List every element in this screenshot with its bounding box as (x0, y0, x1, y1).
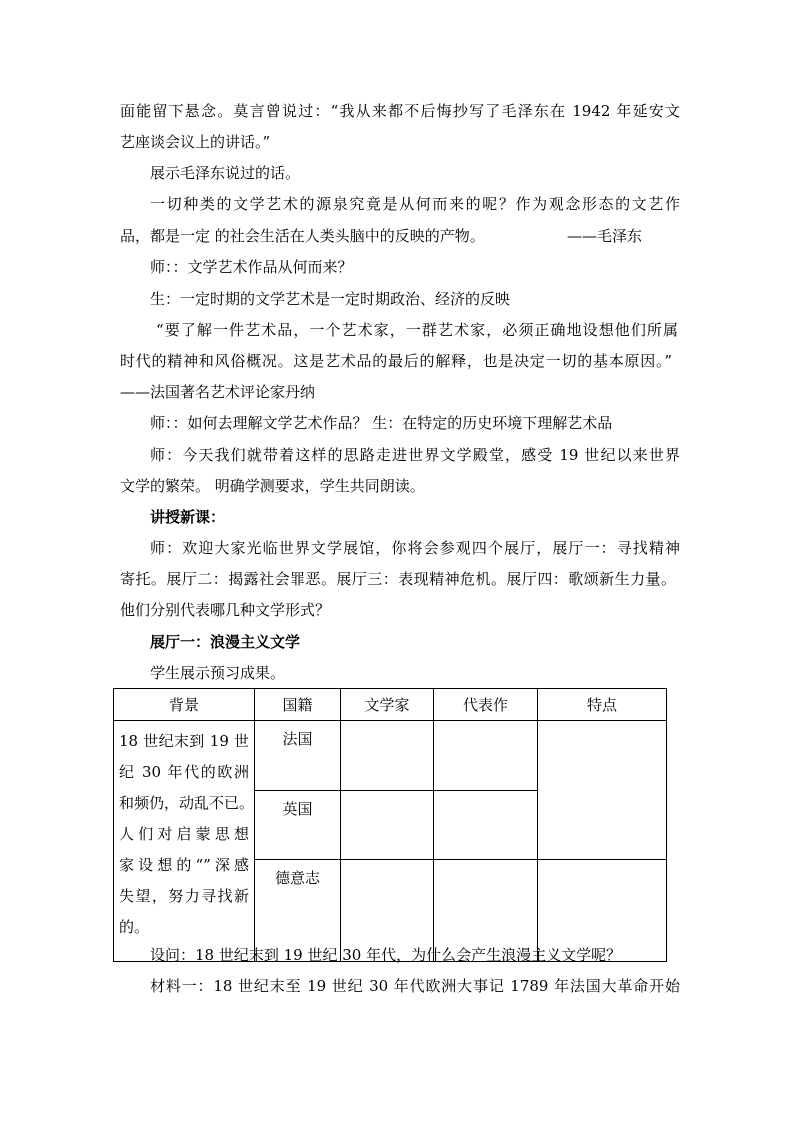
section-heading: 讲授新课： (150, 508, 226, 526)
paragraph-line: 一切种类的文学艺术的源泉究竟是从何而来的呢？作为观念形态的文艺作 (150, 195, 680, 213)
header-nationality: 国籍 (255, 689, 341, 721)
background-line: 18 世纪末到 19 世 (119, 732, 249, 750)
paragraph-line: 文学的繁荣。 明确学测要求，学生共同朗读。 (120, 477, 425, 495)
paragraph-line: 展示毛泽东说过的话。 (150, 164, 301, 182)
quote-line: “要了解一件艺术品，一个艺术家，一群艺术家，必须正确地设想他们所属 (156, 321, 678, 339)
header-background: 背景 (114, 689, 255, 721)
paragraph-line: 品，都是一定 的社会生活在人类头脑中的反映的产物。 (120, 227, 485, 245)
background-line: 纪 30 年代的欧洲 (119, 763, 249, 781)
paragraph-line: 寄托。展厅二：揭露社会罪恶。展厅三：表现精神危机。展厅四：歌颂新生力量。 (120, 570, 676, 588)
header-work: 代表作 (434, 689, 538, 721)
quote-attribution: ——毛泽东 (567, 227, 643, 245)
student-line: 生：一定时期的文学艺术是一定时期政治、经济的反映 (150, 290, 511, 308)
header-writer: 文学家 (341, 689, 434, 721)
paragraph-line: 艺座谈会议上的讲话。” (120, 133, 271, 151)
literature-table (113, 688, 667, 962)
country-cell: 英国 (255, 791, 341, 860)
teacher-line: 师：：文学艺术作品从何而来？ (150, 258, 353, 276)
country-cell: 法国 (255, 721, 341, 791)
teacher-line: 师：欢迎大家光临世界文学展馆，你将会参观四个展厅，展厅一：寻找精神 (150, 539, 680, 557)
background-cell (114, 721, 255, 962)
quote-line: 时代的精神和风俗概况。这是艺术品的最后的解释，也是决定一切的基本原因。” (120, 352, 672, 370)
work-cell[interactable] (434, 791, 538, 860)
work-cell[interactable] (434, 721, 538, 791)
section-heading: 展厅一：浪漫主义文学 (150, 633, 301, 651)
background-line: 的。 (119, 918, 150, 936)
table-row (114, 721, 667, 791)
paragraph-line: 学生展示预习成果。 (150, 664, 286, 682)
paragraph-line: 他们分别代表哪几种文学形式？ (120, 601, 331, 619)
teacher-line: 师：今天我们就带着这样的思路走进世界文学殿堂，感受 19 世纪以来世界 (150, 446, 680, 464)
background-line: 和频仍，动乱不已。 (119, 794, 255, 812)
background-line: 家设想的“”深感 (119, 856, 249, 874)
paragraph-line: 面能留下悬念。莫言曾说过：“我从来都不后悔抄写了毛泽东在 1942 年延安文 (120, 102, 680, 120)
country-cell: 德意志 (255, 860, 341, 962)
features-cell[interactable] (538, 721, 667, 860)
header-features: 特点 (538, 689, 667, 721)
quote-attribution: ——法国著名艺术评论家丹纳 (120, 383, 316, 401)
material-line: 材料一：18 世纪末至 19 世纪 30 年代欧洲大事记 1789 年法国大革命开始 (150, 977, 680, 995)
writer-cell[interactable] (341, 721, 434, 791)
writer-cell[interactable] (341, 791, 434, 860)
background-line: 失望，努力寻找新 (119, 887, 249, 905)
teacher-line: 师：：如何去理解文学艺术作品？ 生：在特定的历史环境下理解艺术品 (150, 414, 613, 432)
table-header-row (114, 689, 667, 721)
background-line: 人们对启蒙思想 (119, 825, 249, 843)
question-line: 设问：18 世纪末到 19 世纪 30 年代，为什么会产生浪漫主义文学呢？ (150, 946, 622, 964)
